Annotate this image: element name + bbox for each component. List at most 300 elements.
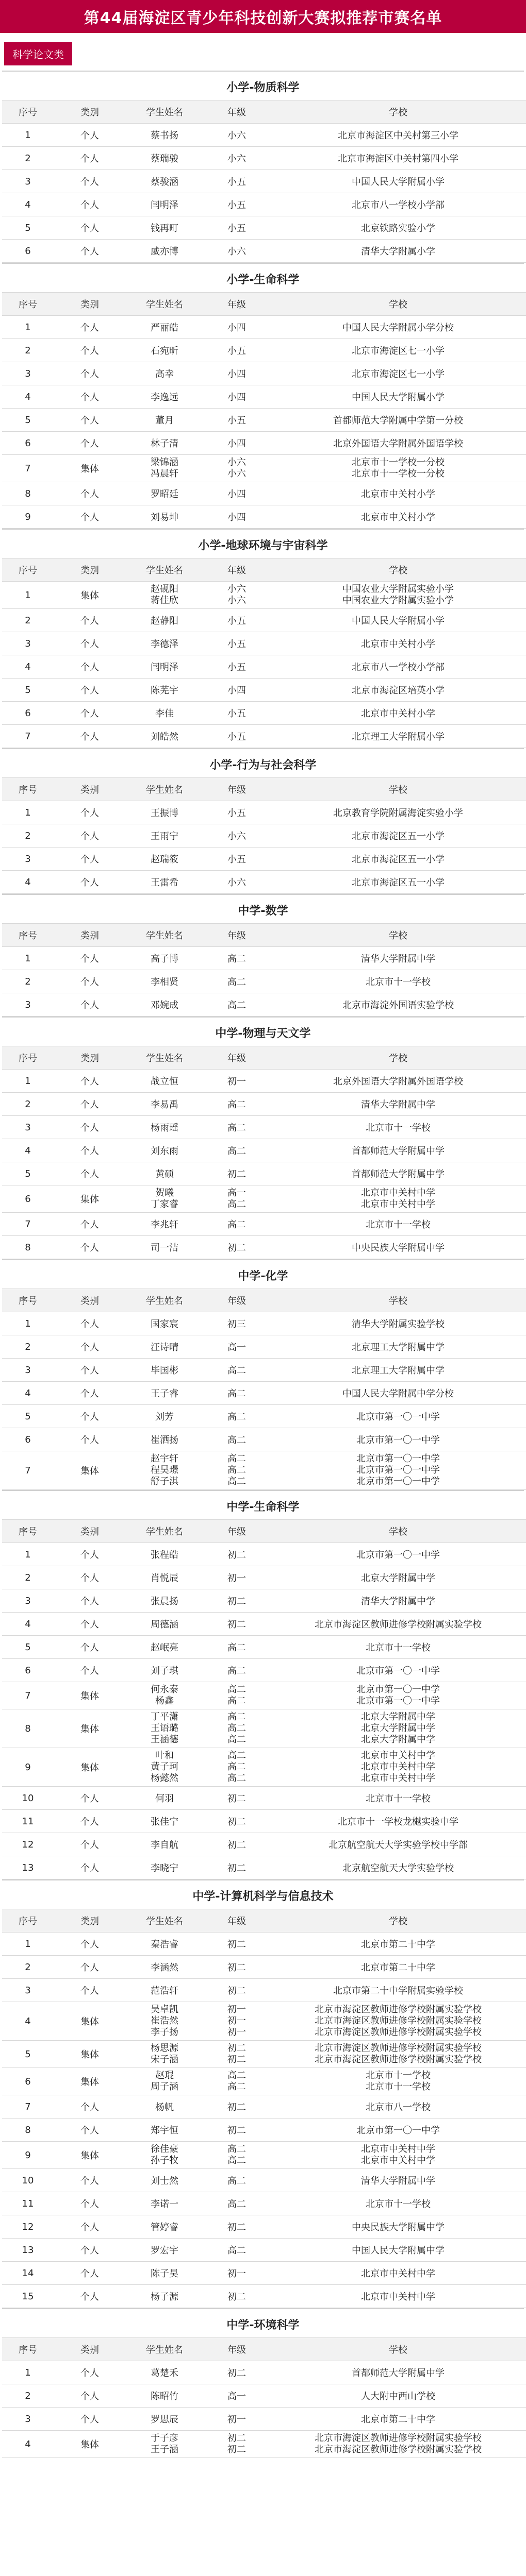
table-cell: 张晨扬 (126, 1589, 203, 1613)
table-cell: 15 (2, 2285, 54, 2308)
table-cell: 北京市中关村小学 (270, 702, 526, 725)
table-cell: 北京市海淀区五一小学 (270, 871, 526, 894)
table-cell: 5 (2, 216, 54, 240)
table-row (2, 848, 526, 871)
table-cell: 吴卓凯 崔浩然 李子扬 (126, 2002, 203, 2041)
table-cell: 毕国彬 (126, 1359, 203, 1382)
table-cell: 中国人民大学附属小学分校 (270, 316, 526, 339)
table-cell: 小六 (203, 124, 270, 147)
table-cell: 蔡书扬 (126, 124, 203, 147)
table-cell: 个人 (54, 339, 126, 362)
column-header: 学生姓名 (126, 1520, 203, 1543)
table-cell: 4 (2, 193, 54, 216)
table-row (2, 1213, 526, 1236)
table-cell: 6 (2, 1659, 54, 1682)
table-row (2, 2095, 526, 2119)
table-cell: 北京铁路实验小学 (270, 216, 526, 240)
table-cell: 初一 (203, 2262, 270, 2285)
table-row (2, 632, 526, 655)
column-header: 学生姓名 (126, 1909, 203, 1933)
table-cell: 北京市十一学校 (270, 970, 526, 993)
table-cell: 闫明泽 (126, 193, 203, 216)
table-cell: 国家宸 (126, 1312, 203, 1335)
table-cell: 小四 (203, 316, 270, 339)
table-cell: 王子睿 (126, 1382, 203, 1405)
table-cell: 小四 (203, 505, 270, 529)
table-cell: 赵瑞筱 (126, 848, 203, 871)
column-header: 序号 (2, 558, 54, 582)
table-row (2, 2169, 526, 2192)
table-cell: 个人 (54, 240, 126, 263)
table-cell: 2 (2, 339, 54, 362)
table-cell: 8 (2, 2119, 54, 2142)
section (2, 263, 524, 529)
table-cell: 个人 (54, 1213, 126, 1236)
table-cell: 6 (2, 702, 54, 725)
table-cell: 高二 (203, 947, 270, 970)
table-cell: 李佳 (126, 702, 203, 725)
table-cell: 赵静阳 (126, 609, 203, 632)
table-cell: 高二 (203, 1359, 270, 1382)
table-cell: 2 (2, 147, 54, 170)
table-cell: 林子清 (126, 432, 203, 455)
table-cell: 严丽皓 (126, 316, 203, 339)
table-cell: 2 (2, 2384, 54, 2408)
table-cell: 北京市第一〇一中学 (270, 1428, 526, 1451)
table-cell: 个人 (54, 170, 126, 193)
table-cell: 个人 (54, 1833, 126, 1856)
table-cell: 初二 (203, 1833, 270, 1856)
page-title: 第44届海淀区青少年科技创新大赛拟推荐市赛名单 (0, 0, 526, 33)
table-cell: 个人 (54, 1810, 126, 1833)
column-header: 年级 (203, 100, 270, 124)
table-cell: 1 (2, 801, 54, 824)
column-header: 类别 (54, 100, 126, 124)
table-cell: 初二 (203, 1979, 270, 2002)
table-row (2, 1748, 526, 1787)
award-table (2, 292, 526, 529)
table-cell: 中国农业大学附属实验小学 中国农业大学附属实验小学 (270, 582, 526, 609)
table-cell: 4 (2, 2002, 54, 2041)
table-cell: 小四 (203, 385, 270, 409)
table-row (2, 385, 526, 409)
table-cell: 高二 (203, 1405, 270, 1428)
column-header: 类别 (54, 924, 126, 947)
table-cell: 3 (2, 632, 54, 655)
table-cell: 刘东雨 (126, 1139, 203, 1162)
table-cell: 5 (2, 2041, 54, 2068)
column-header: 序号 (2, 1289, 54, 1312)
table-cell: 初一 (203, 2408, 270, 2431)
table-cell: 刘易坤 (126, 505, 203, 529)
table-cell: 赵岷亮 (126, 1636, 203, 1659)
table-cell: 集体 (54, 2068, 126, 2095)
table-cell: 4 (2, 1382, 54, 1405)
table-cell: 高二 (203, 1116, 270, 1139)
table-cell: 清华大学附属中学 (270, 1589, 526, 1613)
table-cell: 小五 (203, 170, 270, 193)
table-cell: 13 (2, 1856, 54, 1879)
award-table (2, 2337, 526, 2458)
table-cell: 个人 (54, 1359, 126, 1382)
table-cell: 小六 (203, 824, 270, 848)
table-cell: 初二 (203, 1810, 270, 1833)
table-row (2, 1543, 526, 1566)
table-row (2, 2408, 526, 2431)
table-cell: 赵砚阳 蒋佳欣 (126, 582, 203, 609)
table-cell: 北京市中关村小学 (270, 505, 526, 529)
table-cell: 北京市十一学校 (270, 2192, 526, 2215)
table-row (2, 2285, 526, 2308)
table-row (2, 362, 526, 385)
table-cell: 5 (2, 679, 54, 702)
column-header: 类别 (54, 2338, 126, 2361)
section (2, 1879, 524, 2308)
section (2, 1259, 524, 1490)
table-cell: 个人 (54, 1856, 126, 1879)
column-header: 学生姓名 (126, 2338, 203, 2361)
table-row (2, 1659, 526, 1682)
table-cell: 个人 (54, 1093, 126, 1116)
column-header: 类别 (54, 558, 126, 582)
column-header: 年级 (203, 1046, 270, 1070)
table-cell: 集体 (54, 455, 126, 482)
table-cell: 3 (2, 1359, 54, 1382)
table-cell: 个人 (54, 679, 126, 702)
table-cell: 小五 (203, 848, 270, 871)
column-header: 学校 (270, 1046, 526, 1070)
table-cell: 李自航 (126, 1833, 203, 1856)
table-row (2, 2262, 526, 2285)
table-row (2, 1093, 526, 1116)
table-cell: 8 (2, 1236, 54, 1259)
column-header: 学生姓名 (126, 778, 203, 801)
table-cell: 小五 (203, 702, 270, 725)
table-cell: 杨帆 (126, 2095, 203, 2119)
column-header: 学生姓名 (126, 1046, 203, 1070)
table-cell: 陈子昊 (126, 2262, 203, 2285)
table-cell: 首都师范大学附属中学 (270, 1162, 526, 1185)
table-cell: 高二 (203, 1382, 270, 1405)
table-cell: 北京市海淀区培英小学 (270, 679, 526, 702)
table-cell: 9 (2, 1748, 54, 1787)
table-cell: 个人 (54, 725, 126, 748)
table-cell: 初一 初一 初一 (203, 2002, 270, 2041)
table-cell: 陈昭竹 (126, 2384, 203, 2408)
table-row (2, 1162, 526, 1185)
table-cell: 11 (2, 2192, 54, 2215)
table-cell: 个人 (54, 2095, 126, 2119)
column-header: 年级 (203, 1289, 270, 1312)
column-header: 学生姓名 (126, 1289, 203, 1312)
table-row (2, 1636, 526, 1659)
table-cell: 个人 (54, 432, 126, 455)
section (2, 1016, 524, 1259)
table-cell: 初二 (203, 1613, 270, 1636)
table-cell: 北京市海淀区中关村第四小学 (270, 147, 526, 170)
table-cell: 个人 (54, 801, 126, 824)
table-cell: 北京市第一〇一中学 (270, 1543, 526, 1566)
section-title: 小学-地球环境与宇宙科学 (2, 529, 524, 558)
table-cell: 个人 (54, 993, 126, 1016)
table-cell: 北京市第一〇一中学 (270, 1659, 526, 1682)
section-title: 中学-化学 (2, 1259, 524, 1289)
table-cell: 个人 (54, 947, 126, 970)
table-cell: 李德泽 (126, 632, 203, 655)
table-cell: 个人 (54, 1236, 126, 1259)
table-row (2, 1979, 526, 2002)
table-row (2, 2119, 526, 2142)
table-cell: 北京市中关村中学 (270, 2285, 526, 2308)
table-cell: 5 (2, 1636, 54, 1659)
column-header: 学校 (270, 100, 526, 124)
table-cell: 6 (2, 432, 54, 455)
table-row (2, 655, 526, 679)
table-cell: 个人 (54, 702, 126, 725)
table-cell: 2 (2, 1093, 54, 1116)
table-cell: 杨雨瑶 (126, 1116, 203, 1139)
table-cell: 3 (2, 848, 54, 871)
table-cell: 杨思源 宋子涵 (126, 2041, 203, 2068)
table-cell: 7 (2, 1451, 54, 1490)
table-row (2, 582, 526, 609)
table-row (2, 339, 526, 362)
table-cell: 肖悦辰 (126, 1566, 203, 1589)
table-row (2, 147, 526, 170)
table-cell: 3 (2, 1589, 54, 1613)
table-cell: 高二 高二 高二 (203, 1748, 270, 1787)
column-header: 学校 (270, 924, 526, 947)
section (2, 1490, 524, 1879)
table-row (2, 993, 526, 1016)
table-cell: 高二 高二 (203, 2142, 270, 2169)
table-cell: 个人 (54, 1933, 126, 1956)
table-cell: 罗宏宇 (126, 2239, 203, 2262)
table-cell: 北京市中关村中学 北京市中关村中学 (270, 1185, 526, 1213)
table-cell: 刘芳 (126, 1405, 203, 1428)
table-cell: 个人 (54, 2119, 126, 2142)
table-cell: 高二 高二 (203, 2068, 270, 2095)
table-cell: 董月 (126, 409, 203, 432)
table-cell: 高幸 (126, 362, 203, 385)
table-cell: 高二 (203, 1659, 270, 1682)
table-cell: 个人 (54, 193, 126, 216)
table-cell: 初二 (203, 1787, 270, 1810)
table-cell: 张佳宁 (126, 1810, 203, 1833)
table-row (2, 725, 526, 748)
table-header-row (2, 2338, 526, 2361)
table-row (2, 1335, 526, 1359)
table-cell: 中国人民大学附属中学分校 (270, 1382, 526, 1405)
table-row (2, 2361, 526, 2384)
table-cell: 初二 初二 (203, 2041, 270, 2068)
table-cell: 北京市十一学校龙樾实验中学 (270, 1810, 526, 1833)
table-cell: 高子博 (126, 947, 203, 970)
table-cell: 初二 (203, 1589, 270, 1613)
table-cell: 个人 (54, 1543, 126, 1566)
table-cell: 杨子源 (126, 2285, 203, 2308)
table-cell: 初二 (203, 1856, 270, 1879)
table-cell: 7 (2, 1213, 54, 1236)
column-header: 学生姓名 (126, 924, 203, 947)
table-cell: 北京市中关村中学 北京市中关村中学 (270, 2142, 526, 2169)
table-cell: 何羽 (126, 1787, 203, 1810)
table-cell: 1 (2, 124, 54, 147)
table-cell: 9 (2, 2142, 54, 2169)
table-cell: 个人 (54, 2215, 126, 2239)
table-cell: 8 (2, 1709, 54, 1748)
table-cell: 小六 (203, 240, 270, 263)
table-cell: 周德涵 (126, 1613, 203, 1636)
award-table (2, 1046, 526, 1259)
table-cell: 高二 高二 高二 (203, 1451, 270, 1490)
table-cell: 李逸远 (126, 385, 203, 409)
table-row (2, 216, 526, 240)
table-row (2, 702, 526, 725)
table-cell: 个人 (54, 609, 126, 632)
table-cell: 罗思辰 (126, 2408, 203, 2431)
column-header: 类别 (54, 778, 126, 801)
column-header: 序号 (2, 2338, 54, 2361)
column-header: 学校 (270, 293, 526, 316)
table-cell: 个人 (54, 1162, 126, 1185)
column-header: 学生姓名 (126, 100, 203, 124)
table-cell: 个人 (54, 1428, 126, 1451)
table-header-row (2, 778, 526, 801)
table-cell: 高二 (203, 1139, 270, 1162)
table-cell: 王雨宁 (126, 824, 203, 848)
column-header: 序号 (2, 293, 54, 316)
table-cell: 小五 (203, 725, 270, 748)
table-row (2, 1956, 526, 1979)
table-row (2, 1613, 526, 1636)
table-cell: 北京市十一学校 (270, 1636, 526, 1659)
table-cell: 王振博 (126, 801, 203, 824)
table-row (2, 2215, 526, 2239)
table-cell: 何永泰 杨鑫 (126, 1682, 203, 1709)
table-cell: 北京市十一学校 (270, 1116, 526, 1139)
table-cell: 3 (2, 1116, 54, 1139)
table-cell: 高一 (203, 1335, 270, 1359)
table-row (2, 409, 526, 432)
table-cell: 北京市第二十中学 (270, 1933, 526, 1956)
column-header: 序号 (2, 1046, 54, 1070)
table-cell: 北京市中关村小学 (270, 482, 526, 505)
award-table (2, 100, 526, 263)
table-cell: 个人 (54, 409, 126, 432)
award-table (2, 558, 526, 748)
table-cell: 高二 (203, 2169, 270, 2192)
table-cell: 12 (2, 1833, 54, 1856)
table-cell: 小六 小六 (203, 455, 270, 482)
section-title: 中学-生命科学 (2, 1490, 524, 1519)
table-row (2, 2142, 526, 2169)
table-row (2, 871, 526, 894)
table-cell: 北京市海淀区七一小学 (270, 339, 526, 362)
column-header: 年级 (203, 558, 270, 582)
table-header-row (2, 558, 526, 582)
table-cell: 北京市第二十中学 (270, 1956, 526, 1979)
table-cell: 个人 (54, 1312, 126, 1335)
column-header: 类别 (54, 1909, 126, 1933)
table-cell: 6 (2, 1185, 54, 1213)
table-cell: 个人 (54, 1405, 126, 1428)
table-cell: 3 (2, 993, 54, 1016)
table-header-row (2, 100, 526, 124)
column-header: 年级 (203, 2338, 270, 2361)
table-cell: 贺曦 丁家睿 (126, 1185, 203, 1213)
table-cell: 北京市中关村中学 (270, 2262, 526, 2285)
table-cell: 黄硕 (126, 1162, 203, 1185)
table-row (2, 1709, 526, 1748)
column-header: 年级 (203, 924, 270, 947)
table-cell: 高二 (203, 1636, 270, 1659)
table-cell: 个人 (54, 1787, 126, 1810)
table-cell: 初一 (203, 1566, 270, 1589)
section-title: 中学-环境科学 (2, 2308, 524, 2337)
table-cell: 小五 (203, 655, 270, 679)
table-cell: 6 (2, 1428, 54, 1451)
column-header: 序号 (2, 924, 54, 947)
section-title: 中学-数学 (2, 894, 524, 923)
table-row (2, 1359, 526, 1382)
table-cell: 2 (2, 609, 54, 632)
table-row (2, 679, 526, 702)
table-cell: 14 (2, 2262, 54, 2285)
table-cell: 刘士然 (126, 2169, 203, 2192)
table-cell: 个人 (54, 385, 126, 409)
table-row (2, 1589, 526, 1613)
table-cell: 高二 (203, 993, 270, 1016)
table-cell: 于子彦 王子涵 (126, 2431, 203, 2458)
table-cell: 个人 (54, 1636, 126, 1659)
table-cell: 小五 (203, 801, 270, 824)
table-cell: 李相贤 (126, 970, 203, 993)
table-cell: 2 (2, 1335, 54, 1359)
column-header: 类别 (54, 1046, 126, 1070)
table-cell: 个人 (54, 2192, 126, 2215)
table-cell: 高二 (203, 1213, 270, 1236)
table-row (2, 170, 526, 193)
category-tag: 科学论文类 (4, 42, 72, 65)
table-cell: 初二 (203, 1236, 270, 1259)
table-row (2, 432, 526, 455)
table-cell: 个人 (54, 2384, 126, 2408)
table-cell: 北京市八一学校小学部 (270, 655, 526, 679)
table-row (2, 1787, 526, 1810)
column-header: 年级 (203, 1520, 270, 1543)
table-cell: 小六 (203, 871, 270, 894)
table-cell: 北京市第二十中学 (270, 2408, 526, 2431)
table-row (2, 970, 526, 993)
table-cell: 中国人民大学附属中学 (270, 2239, 526, 2262)
table-cell: 小六 小六 (203, 582, 270, 609)
table-row (2, 1682, 526, 1709)
table-cell: 个人 (54, 1116, 126, 1139)
table-cell: 管婷睿 (126, 2215, 203, 2239)
table-cell: 清华大学附属实验学校 (270, 1312, 526, 1335)
table-cell: 高二 (203, 2192, 270, 2215)
table-cell: 赵宇轩 程昊璟 舒子淇 (126, 1451, 203, 1490)
table-cell: 郑宇恒 (126, 2119, 203, 2142)
table-cell: 13 (2, 2239, 54, 2262)
section-title: 中学-计算机科学与信息技术 (2, 1879, 524, 1909)
table-cell: 王雷希 (126, 871, 203, 894)
table-cell: 集体 (54, 1748, 126, 1787)
table-row (2, 1428, 526, 1451)
table-cell: 12 (2, 2215, 54, 2239)
table-row (2, 2002, 526, 2041)
